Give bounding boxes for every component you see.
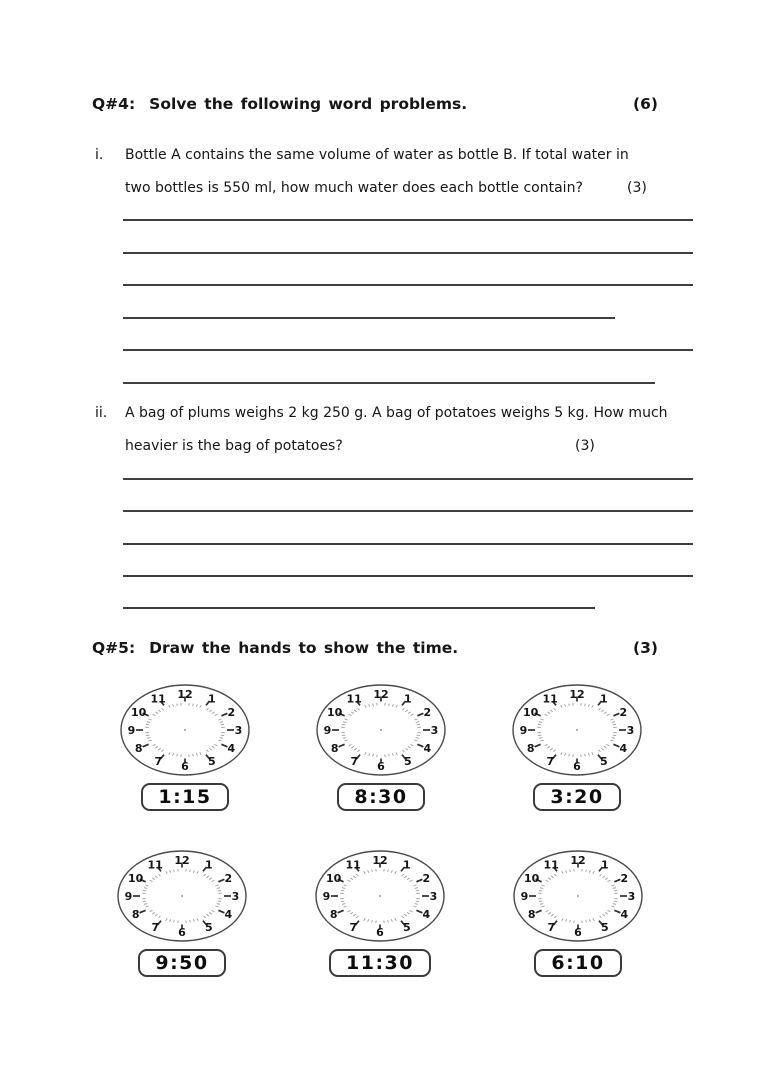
clock-face [502,683,652,781]
clock-face [306,683,456,781]
clock-number: 4 [423,741,432,755]
clock-center-dot [181,895,183,897]
question-i-numeral: i. [95,147,104,163]
q5-number: Q#5: [92,639,136,657]
clock-time-label: 1:15 [141,783,228,811]
clock-number: 11 [147,858,163,872]
clock-number: 4 [422,907,431,921]
clock-number: 8 [131,907,140,921]
minute-tick [341,901,344,902]
clock-center-dot [577,895,579,897]
clock-number: 4 [620,907,629,921]
minute-tick [539,890,542,891]
minute-tick [342,724,345,725]
minute-tick [539,901,542,902]
minute-tick [143,901,146,902]
clock-number: 3 [430,723,439,737]
clock-number: 7 [546,755,555,768]
clock-number: 4 [224,907,233,921]
clock-number: 6 [574,925,582,939]
clock-number: 7 [547,921,556,934]
clock-number: 9 [127,723,136,737]
clock-number: 7 [350,755,359,768]
clock-number: 2 [224,871,233,885]
clock-number: 3 [234,723,243,737]
clock-number: 3 [429,889,438,903]
minute-tick [417,735,420,736]
minute-tick [416,890,419,891]
clock-number: 1 [207,692,216,706]
clock-number: 11 [542,692,558,706]
clock-time-label: 6:10 [534,949,621,977]
clock-face [110,683,260,781]
clock-number: 10 [128,871,144,885]
answer-line [123,382,655,384]
clock-number: 8 [526,741,535,755]
clock-center-dot [379,895,381,897]
clock-number: 1 [402,858,411,872]
clock-number: 4 [619,741,628,755]
q4-heading [92,95,658,113]
clock-face [503,849,653,947]
clock-item [502,683,652,811]
clock-number: 3 [626,723,635,737]
clock-number: 5 [599,755,608,768]
clock-number: 10 [327,705,343,719]
clock-center-dot [380,729,382,731]
question-i-marks: (3) [627,180,647,196]
clock-number: 9 [322,889,331,903]
minute-tick [613,735,616,736]
minute-tick [342,735,345,736]
clock-number: 5 [403,755,412,768]
clock-item [503,849,653,977]
clock-number: 10 [523,705,539,719]
question-i [95,139,715,205]
clock-number: 12 [570,853,586,867]
answer-line [123,543,693,545]
question-i-text-line1: Bottle A contains the same volume of water as bottle B. If total water in [125,147,629,163]
minute-tick [538,724,541,725]
clock-number: 6 [178,925,186,939]
clock-number: 10 [131,705,147,719]
minute-tick [221,724,224,725]
clock-item [305,849,455,977]
answer-line [123,317,615,319]
clock-number: 3 [231,889,240,903]
clock-face [305,849,455,947]
question-ii [95,397,715,463]
answer-line [123,478,693,480]
clock-number: 6 [376,925,384,939]
clock-number: 5 [207,755,216,768]
clock-number: 6 [181,759,189,773]
clock-number: 5 [204,921,213,934]
minute-tick [218,890,221,891]
answer-line [123,219,693,221]
clock-number: 6 [377,759,385,773]
q4-number: Q#4: [92,95,136,113]
clock-number: 10 [326,871,342,885]
clock-time-label: 8:30 [337,783,424,811]
clock-number: 2 [227,705,236,719]
question-ii-text-line2: heavier is the bag of potatoes? [125,438,343,454]
clock-number: 12 [177,687,193,701]
clock-number: 12 [373,687,389,701]
q4-title: Solve the following word problems. [149,95,468,113]
clock-number: 6 [573,759,581,773]
clock-number: 7 [349,921,358,934]
clock-time-label: 3:20 [533,783,620,811]
answer-line [123,349,693,351]
clock-number: 7 [151,921,160,934]
clock-number: 9 [124,889,133,903]
q5-title: Draw the hands to show the time. [149,639,459,657]
clock-number: 3 [627,889,636,903]
clock-time-label: 11:30 [329,949,431,977]
minute-tick [538,735,541,736]
clock-number: 8 [329,907,338,921]
minute-tick [218,901,221,902]
minute-tick [146,724,149,725]
clock-number: 7 [154,755,163,768]
clock-number: 12 [569,687,585,701]
clock-number: 12 [174,853,190,867]
answer-line [123,510,693,512]
minute-tick [614,901,617,902]
clock-item [110,683,260,811]
clock-number: 2 [619,705,628,719]
q5-heading [92,639,658,657]
clock-number: 9 [323,723,332,737]
clock-number: 2 [422,871,431,885]
minute-tick [613,724,616,725]
clock-number: 4 [227,741,236,755]
question-ii-marks: (3) [575,438,595,454]
clock-number: 1 [600,858,609,872]
clock-item [107,849,257,977]
minute-tick [221,735,224,736]
clock-number: 11 [345,858,361,872]
clock-number: 9 [520,889,529,903]
clock-number: 9 [519,723,528,737]
clock-item [306,683,456,811]
clock-center-dot [184,729,186,731]
clock-number: 2 [423,705,432,719]
clock-number: 11 [346,692,362,706]
clock-number: 8 [527,907,536,921]
minute-tick [417,724,420,725]
clock-number: 11 [150,692,166,706]
clock-number: 11 [543,858,559,872]
minute-tick [143,890,146,891]
q4-marks: (6) [633,95,658,113]
clock-number: 1 [599,692,608,706]
clock-number: 2 [620,871,629,885]
clock-number: 5 [402,921,411,934]
q5-marks: (3) [633,639,658,657]
clock-number: 12 [372,853,388,867]
clock-time-label: 9:50 [138,949,225,977]
answer-line [123,575,693,577]
clock-number: 8 [330,741,339,755]
clock-number: 1 [204,858,213,872]
question-i-text-line2: two bottles is 550 ml, how much water does each bottle contain? [125,180,583,196]
minute-tick [416,901,419,902]
question-ii-numeral: ii. [95,405,108,421]
clock-face [107,849,257,947]
minute-tick [341,890,344,891]
clock-center-dot [576,729,578,731]
answer-line [123,252,693,254]
clock-number: 8 [134,741,143,755]
answer-line [123,284,693,286]
minute-tick [614,890,617,891]
clock-number: 10 [524,871,540,885]
clock-number: 1 [403,692,412,706]
clock-number: 5 [600,921,609,934]
question-ii-text-line1: A bag of plums weighs 2 kg 250 g. A bag of potatoes weighs 5 kg. How much [125,405,668,421]
minute-tick [146,735,149,736]
answer-line [123,607,595,609]
